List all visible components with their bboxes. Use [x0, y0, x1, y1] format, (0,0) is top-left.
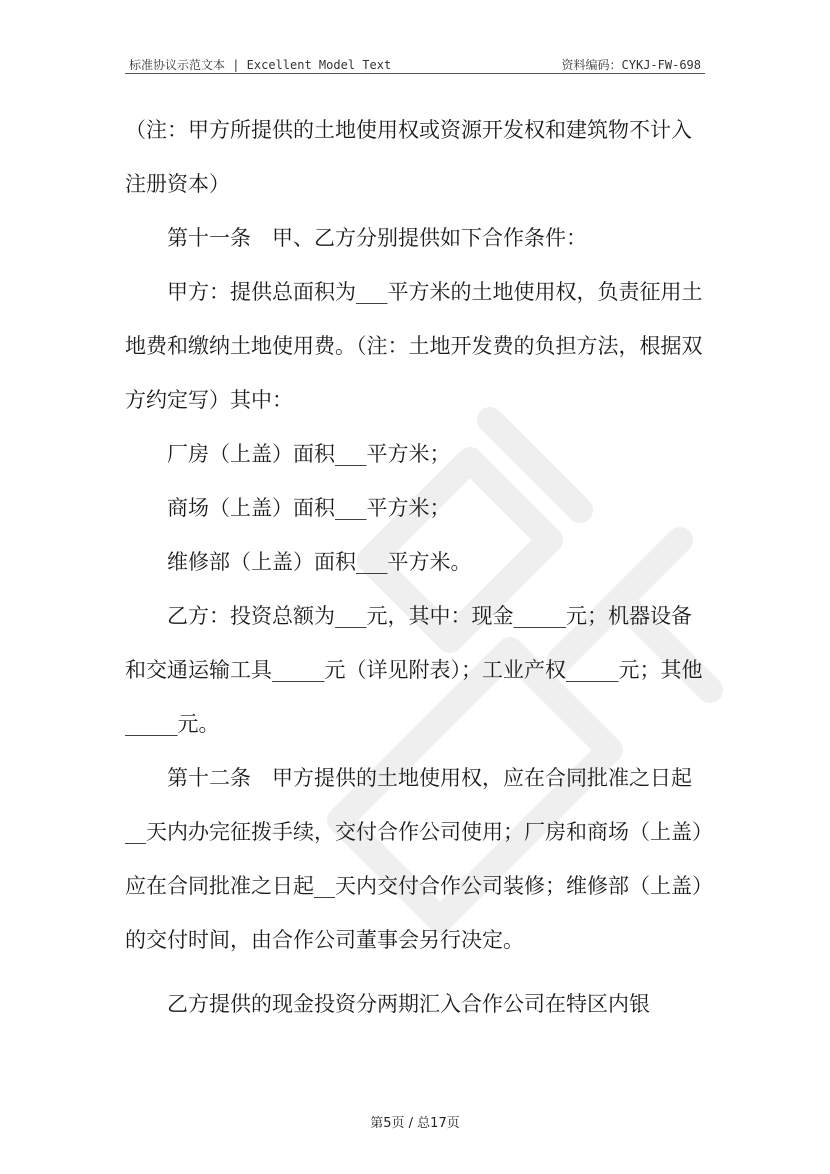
document-body — [125, 103, 705, 1031]
header-divider — [125, 73, 705, 74]
header-left-text: 标准协议示范文本 | Excellent Model Text — [129, 58, 392, 72]
paragraph-repair-area: 维修部（上盖）面积___平方米。 — [167, 550, 472, 574]
paragraph-party-a: 甲方：提供总面积为___平方米的土地使用权，负责征用土地费和缴纳土地使用费。（注：土地开发费的负担方法，根据双方约定写）其中： — [125, 280, 703, 412]
paragraph-party-b: 乙方：投资总额为___元，其中：现金_____元；机器设备和交通运输工具_____元（详见附表）；工业产权_____元；其他_____元。 — [125, 604, 703, 736]
paragraph-cash-investment: 乙方提供的现金投资分两期汇入合作公司在特区内银 — [167, 992, 650, 1016]
page-header — [125, 54, 705, 74]
page-number: 第5页 / 总17页 — [370, 1116, 460, 1131]
paragraph-note: （注：甲方所提供的土地使用权或资源开发权和建筑物不计入注册资本） — [125, 118, 692, 196]
paragraph-article-11: 第十一条 甲、乙方分别提供如下合作条件： — [167, 226, 587, 250]
paragraph-factory-area: 厂房（上盖）面积___平方米； — [167, 442, 451, 466]
paragraph-article-12: 第十二条 甲方提供的土地使用权，应在合同批准之日起__天内办完征拨手续，交付合作公司使用；厂房和商场（上盖）应在合同批准之日起__天内交付合作公司装修；维修部（上盖）的交付时间，由合作公司董事会另行决定。 — [125, 766, 703, 952]
paragraph-mall-area: 商场（上盖）面积___平方米； — [167, 496, 451, 520]
document-code: 资料编码：CYKJ-FW-698 — [561, 58, 701, 72]
